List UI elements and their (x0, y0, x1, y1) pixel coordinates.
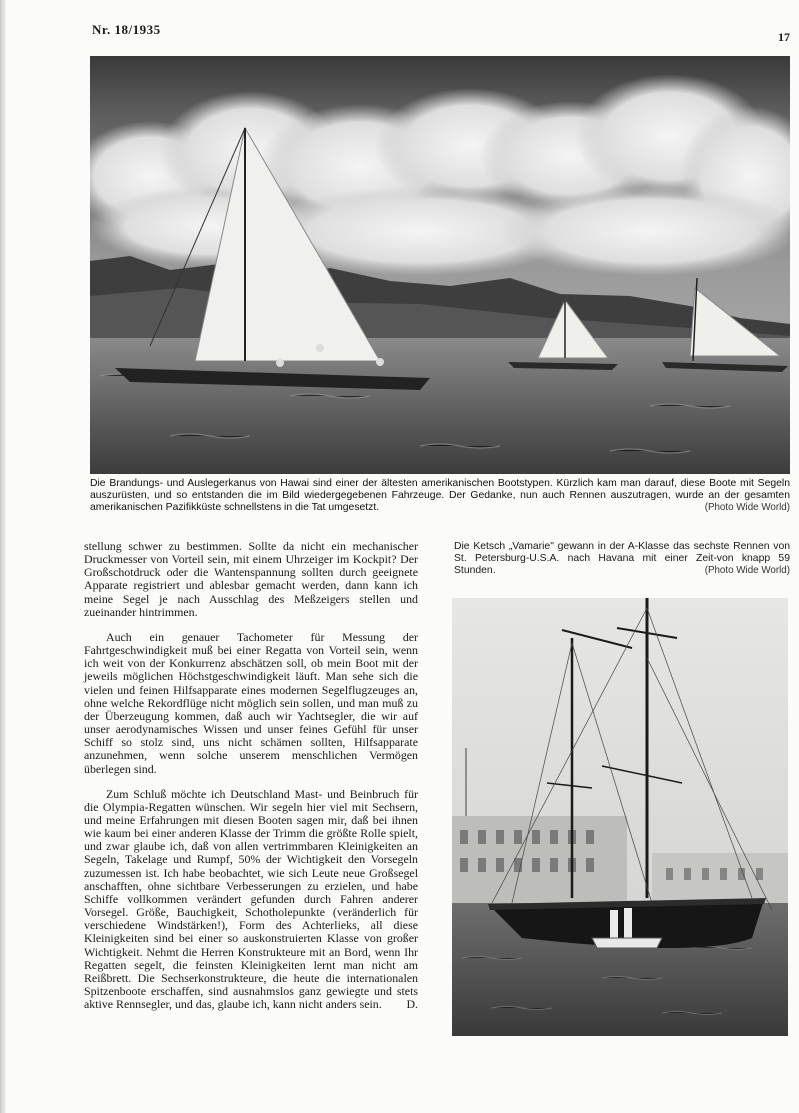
article-paragraph-3: Zum Schluß möchte ich Deutschland Mast- und Beinbruch für die Olympia-Regatten wünschen. Wir segeln hier viel mit Sechsern, und meine Erfahrungen mit diesen Booten sagen mir, daß bei ihnen wie kaum bei einer anderen Klasse der Trimm die größte Rolle spielt, und zwar glaube ich, daß von allen vertrimmbaren Kleinigkeiten an Segeln, Takelage und Rumpf, 50% der Wichtigkeit den Vorsegeln zuzumessen ist. Ich habe beobachtet, wie sich Leute neue Großsegel anschafften, ohne sichtbare Verbesserungen zu erzielen, und habe Schiffe vollkommen verändert gefunden durch Fahren anderer Vorsegel. Größe, Bauchigkeit, Schotholepunkte (veränderlich für verschiedene Windstärken!), Form des Achterlieks, all diese Kleinigkeiten sind bei einer so auskonstruierten Klasse von großer Wichtigkeit. Nehmt die Herren Konstrukteure mit an Bord, wenn Ihr Regatten segelt, die feinsten Kleinigkeiten lernt man nicht am Reißbrett. Die Sechserkonstrukteure, die heute die internationalen Spitzenboote erschaffen, sind ausnahmslos ganz gewiegte und stets aktive Rennsegler, und das, glaube ich, kann nicht anders sein. (84, 786, 418, 1012)
photo-outrigger-canoes (90, 56, 790, 474)
article-paragraph-1: stellung schwer zu bestimmen. Sollte da nicht ein mechanischer Druckmesser von Vorteil sein, mit einem Uhrzeiger im Kockpit? Der Großschotdruck oder die Wantenspannung sollten durch geeignete Apparate registriert und ablesbar gemacht werden, dann kann ich meine Segel je nach Ausschlag des Meßzeigers stellen und zueinander hintrimmen. (84, 539, 418, 619)
photo-credit-top: (Photo Wide World) (704, 502, 790, 513)
issue-number: Nr. 18/1935 (92, 22, 161, 37)
page-edge-shadow (0, 0, 6, 1113)
author-signature: D. (406, 997, 418, 1012)
page-number: 17 (778, 30, 790, 44)
caption-top-photo (90, 478, 790, 514)
caption-right-text: Die Ketsch „Vamarie" gewann in der A-Klasse das sechste Rennen von St. Petersburg-U.S.A. nach Havana mit einer Zeit-von knapp 59 Stunden. (454, 541, 790, 576)
article-paragraph-2: Auch ein genauer Tachometer für Messung der Fahrtgeschwindigkeit muß bei einer Regatta von Vorteil sein, wenn ich weit von der Konkurrenz abschätzen soll, ob mein Boot mit der jeweils möglichen Höchstgeschwindigkeit läuft. Man sehe sich die vielen und feinen Hilfsapparate eines modernen Segelflugzeuges an, ohne welche Rekordflüge nicht möglich sein sollen, und man muß zu der Überzeugung kommen, daß auch wir Yachtsegler, die wir auf unser aerodynamisches Wissen und unser feines Gefühl für unser Schiff so stolz sind, uns nicht schämen sollten, Hilfsapparate anzunehmen, wenn solche unserem menschlichen Vermögen überlegen sind. (84, 629, 418, 776)
caption-right-photo (454, 541, 790, 577)
photo-ketch-vamarie (452, 598, 788, 1036)
article-text-column (84, 540, 418, 1011)
caption-top-text: Die Brandungs- und Auslegerkanus von Hawai sind einer der ältesten amerikanischen Bootstypen. Kürzlich kam man darauf, diese Boote mit Segeln auszurüsten, und so entstanden die im Bild wiedergegebenen Fahrzeuge. Der Gedanke, nun auch Rennen auszutragen, wurde an der gesamten amerikanischen Pazifikküste schnellstens in die Tat umgesetzt. (90, 478, 790, 513)
photo-credit-right: (Photo Wide World) (704, 565, 790, 576)
